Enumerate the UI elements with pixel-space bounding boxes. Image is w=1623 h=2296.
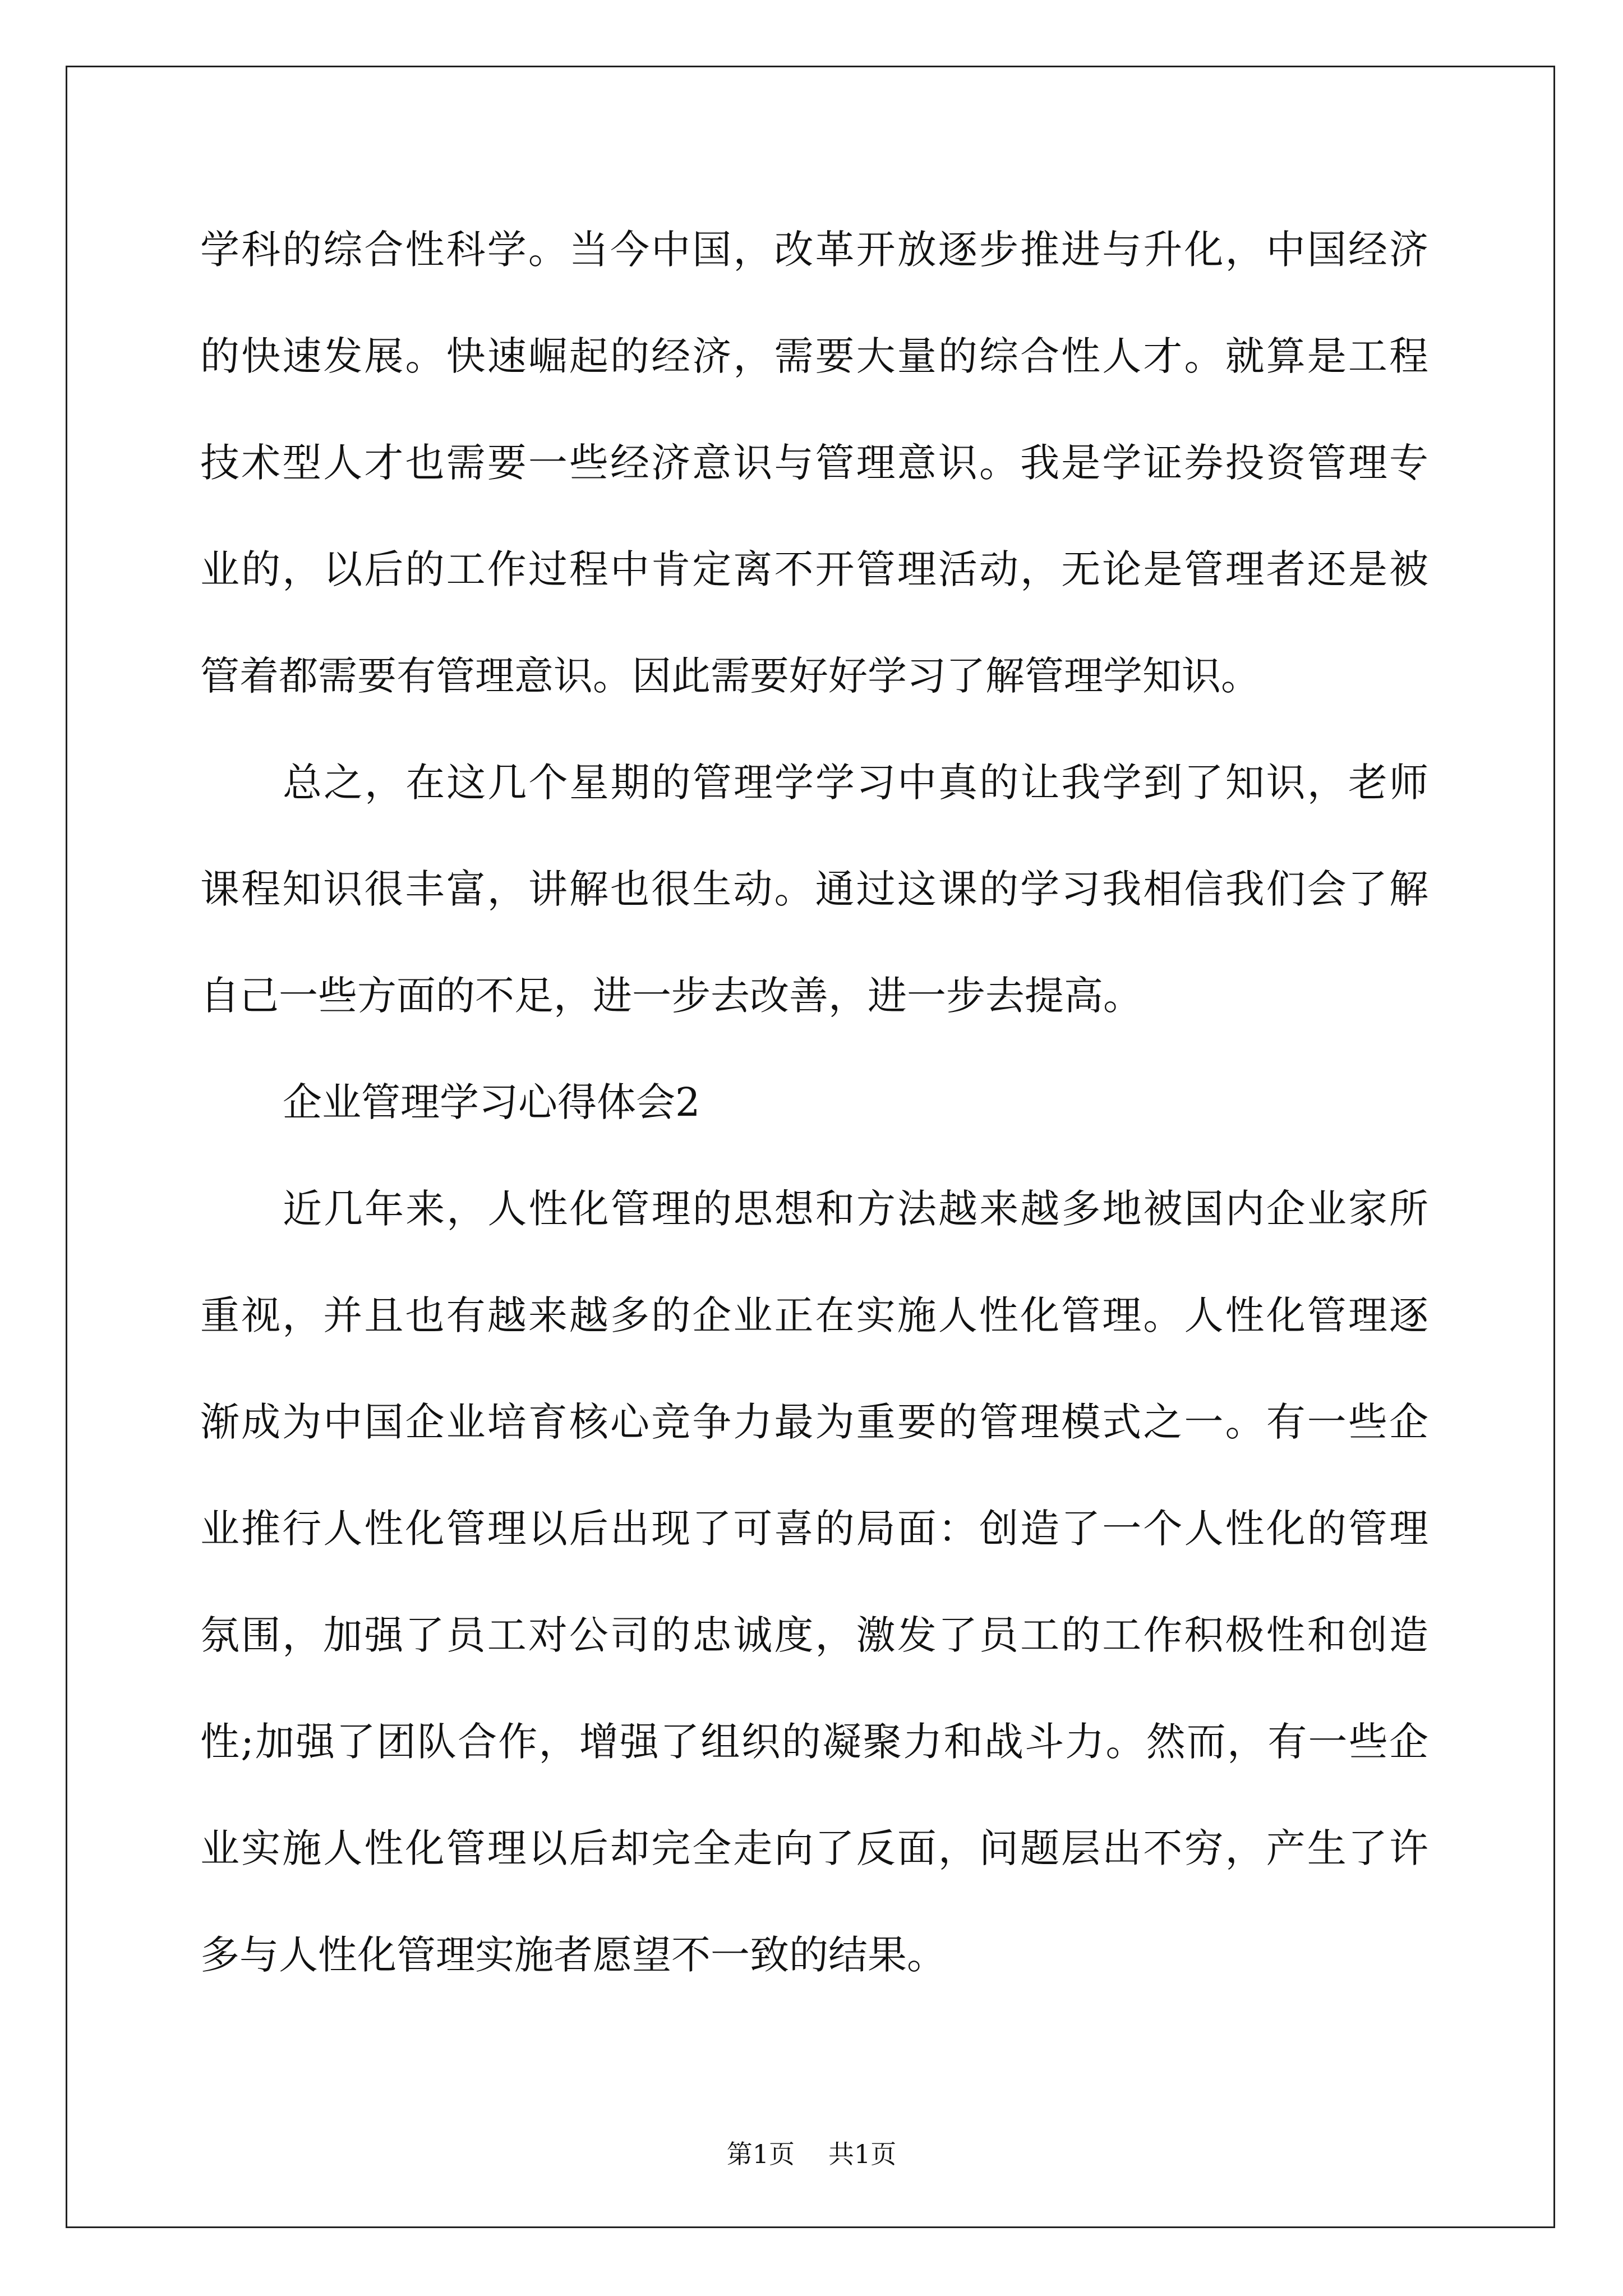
text-line: 重视，并且也有越来越多的企业正在实施人性化管理。人性化管理逐 <box>200 1292 1428 1338</box>
text-line: 的快速发展。快速崛起的经济，需要大量的综合性人才。就算是工程 <box>200 333 1428 379</box>
text-line: 多与人性化管理实施者愿望不一致的结果。 <box>200 1932 946 1978</box>
text-line: 企业管理学习心得体会2 <box>283 1079 700 1125</box>
text-line: 性;加强了团队合作，增强了组织的凝聚力和战斗力。然而，有一些企 <box>200 1719 1428 1765</box>
document-body <box>200 196 1428 2008</box>
text-line: 业的，以后的工作过程中肯定离不开管理活动，无论是管理者还是被 <box>200 546 1428 592</box>
text-line: 总之，在这几个星期的管理学学习中真的让我学到了知识，老师 <box>283 760 1428 806</box>
text-line: 业推行人性化管理以后出现了可喜的局面：创造了一个人性化的管理 <box>200 1506 1428 1552</box>
text-line: 近几年来，人性化管理的思想和方法越来越多地被国内企业家所 <box>283 1186 1428 1232</box>
text-line: 业实施人性化管理以后却完全走向了反面，问题层出不穷，产生了许 <box>200 1825 1428 1871</box>
text-line: 技术型人才也需要一些经济意识与管理意识。我是学证券投资管理专 <box>200 440 1428 486</box>
text-line: 管着都需要有管理意识。因此需要好好学习了解管理学知识。 <box>200 653 1260 699</box>
text-line: 氛围，加强了员工对公司的忠诚度，激发了员工的工作积极性和创造 <box>200 1612 1428 1658</box>
page-total: 共1页 <box>828 2139 897 2169</box>
text-line: 渐成为中国企业培育核心竞争力最为重要的管理模式之一。有一些企 <box>200 1399 1428 1445</box>
text-line: 课程知识很丰富，讲解也很生动。通过这课的学习我相信我们会了解 <box>200 866 1428 912</box>
text-line: 自己一些方面的不足，进一步去改善，进一步去提高。 <box>200 973 1142 1019</box>
text-line: 学科的综合性科学。当今中国，改革开放逐步推进与升化，中国经济 <box>200 227 1428 273</box>
page-number: 第1页 <box>726 2139 795 2169</box>
page-footer <box>0 2137 1623 2171</box>
